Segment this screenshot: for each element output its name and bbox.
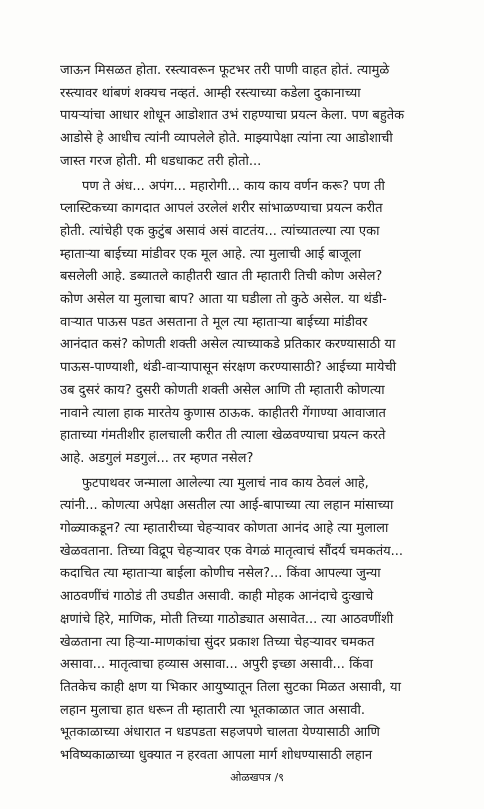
text-line: रस्त्यावर थांबणं शक्यच नव्हतं. आम्ही रस्त्याच्या कडेला दुकानाच्या bbox=[60, 85, 361, 101]
text-line: त्यांनी... कोणत्या अपेक्षा असतील त्या आई-बापाच्या त्या लहान मांसाच्या bbox=[60, 498, 394, 514]
text-line: पाऊस-पाण्याशी, थंडी-वाऱ्यापासून संरक्षण करण्यासाठी? आईच्या मायेची bbox=[60, 360, 397, 376]
text-line: भविष्यकाळाच्या धुक्यात न हरवता आपला मार्ग शोधण्यासाठी लहान bbox=[60, 748, 373, 764]
paragraph bbox=[60, 176, 454, 471]
text-line: हाताच्या गंमतीशीर हालचाली करीत ती त्याला खेळवण्याचा प्रयत्न करते bbox=[60, 428, 386, 444]
text-line: आहे. अडगुलं मडगुलं... तर म्हणत नसेल? bbox=[60, 450, 254, 466]
text-line: तितकेच काही क्षण या भिकार आयुष्यातून तिला सुटका मिळत असावी, या bbox=[60, 679, 401, 695]
paragraph bbox=[60, 473, 454, 768]
paragraph bbox=[60, 60, 454, 174]
text-line: कदाचित त्या म्हाताऱ्या बाईला कोणीच नसेल?... किंवा आपल्या जुन्या bbox=[60, 566, 381, 582]
text-line: पण ते अंध... अपंग... महारोगी... काय काय वर्णन करू? पण ती bbox=[82, 178, 385, 194]
text-line: नावाने त्याला हाक मारतेय कुणास ठाऊक. काहीतरी गेंगाण्या आवाजात bbox=[60, 405, 386, 421]
text-line: गोळ्याकडून? त्या म्हातारीच्या चेहऱ्यावर कोणता आनंद आहे त्या मुलाला bbox=[60, 521, 389, 537]
text-line: जास्त गरज होती. मी धडधाकट तरी होतो... bbox=[60, 153, 262, 169]
text-line: असावा... मातृत्वाचा हव्यास असावा... अपुरी इच्छा असावी... किंवा bbox=[60, 657, 374, 673]
text-line: भूतकाळाच्या अंधारात न धडपडता सहजपणे चालता येण्यासाठी आणि bbox=[60, 725, 380, 741]
text-line: बसलेली आहे. डब्यातले काहीतरी खात ती म्हातारी तिची कोण असेल? bbox=[60, 269, 383, 285]
text-line: खेळवताना. तिच्या विद्रूप चेहऱ्यावर एक वेगळं मातृत्वाचं सौंदर्य चमकतंय... bbox=[60, 543, 404, 559]
text-line: पायऱ्यांचा आधार शोधून आडोशात उभं राहण्याचा प्रयत्न केला. पण बहुतेक bbox=[60, 108, 405, 124]
text-line: क्षणांचे हिरे, माणिक, मोती तिच्या गाठोड्यात असावेत... त्या आठवणींशी bbox=[60, 611, 394, 627]
text-line: फुटपाथवर जन्माला आलेल्या त्या मुलाचं नाव काय ठेवलं आहे, bbox=[82, 475, 369, 491]
text-line: आनंदात कसं? कोणती शक्ती असेल त्याच्याकडे प्रतिकार करण्यासाठी या bbox=[60, 337, 396, 353]
text-line: आठवणींचं गाठोडं ती उघडीत असावी. काही मोहक आनंदाचे दुःखाचे bbox=[60, 589, 374, 605]
text-line: आडोसे हे आधीच त्यांनी व्यापलेले होते. माझ्यापेक्षा त्यांना त्या आडोशाची bbox=[60, 131, 393, 147]
text-line: होती. त्यांचेही एक कुटुंब असावं असं वाटतंय... त्यांच्यातल्या त्या एका bbox=[60, 223, 380, 239]
text-line: म्हाताऱ्या बाईच्या मांडीवर एक मूल आहे. त्या मुलाची आई बाजूला bbox=[60, 246, 361, 262]
text-line: उब दुसरं काय? दुसरी कोणती शक्ती असेल आणि ती म्हातारी कोणत्या bbox=[60, 382, 385, 398]
text-line: वाऱ्यात पाऊस पडत असताना ते मूल त्या म्हाताऱ्या बाईच्या मांडीवर bbox=[60, 314, 368, 330]
text-line: कोण असेल या मुलाचा बाप? आता या घडीला तो कुठे असेल. या थंडी- bbox=[60, 292, 387, 308]
text-line: लहान मुलाचा हात धरून ती म्हातारी त्या भूतकाळात जात असावी. bbox=[60, 702, 365, 718]
text-line: खेळताना त्या हिऱ्या-माणकांचा सुंदर प्रकाश तिच्या चेहऱ्यावर चमकत bbox=[60, 634, 375, 650]
text-line: प्लास्टिकच्या कागदात आपलं उरलेलं शरीर सांभाळण्याचा प्रयत्न करीत bbox=[60, 201, 383, 217]
page-footer: ओळखपत्र /९ bbox=[230, 771, 284, 784]
body-text bbox=[60, 60, 454, 768]
text-line: जाऊन मिसळत होता. रस्त्यावरून फूटभर तरी पाणी वाहत होतं. त्यामुळे bbox=[60, 63, 390, 78]
